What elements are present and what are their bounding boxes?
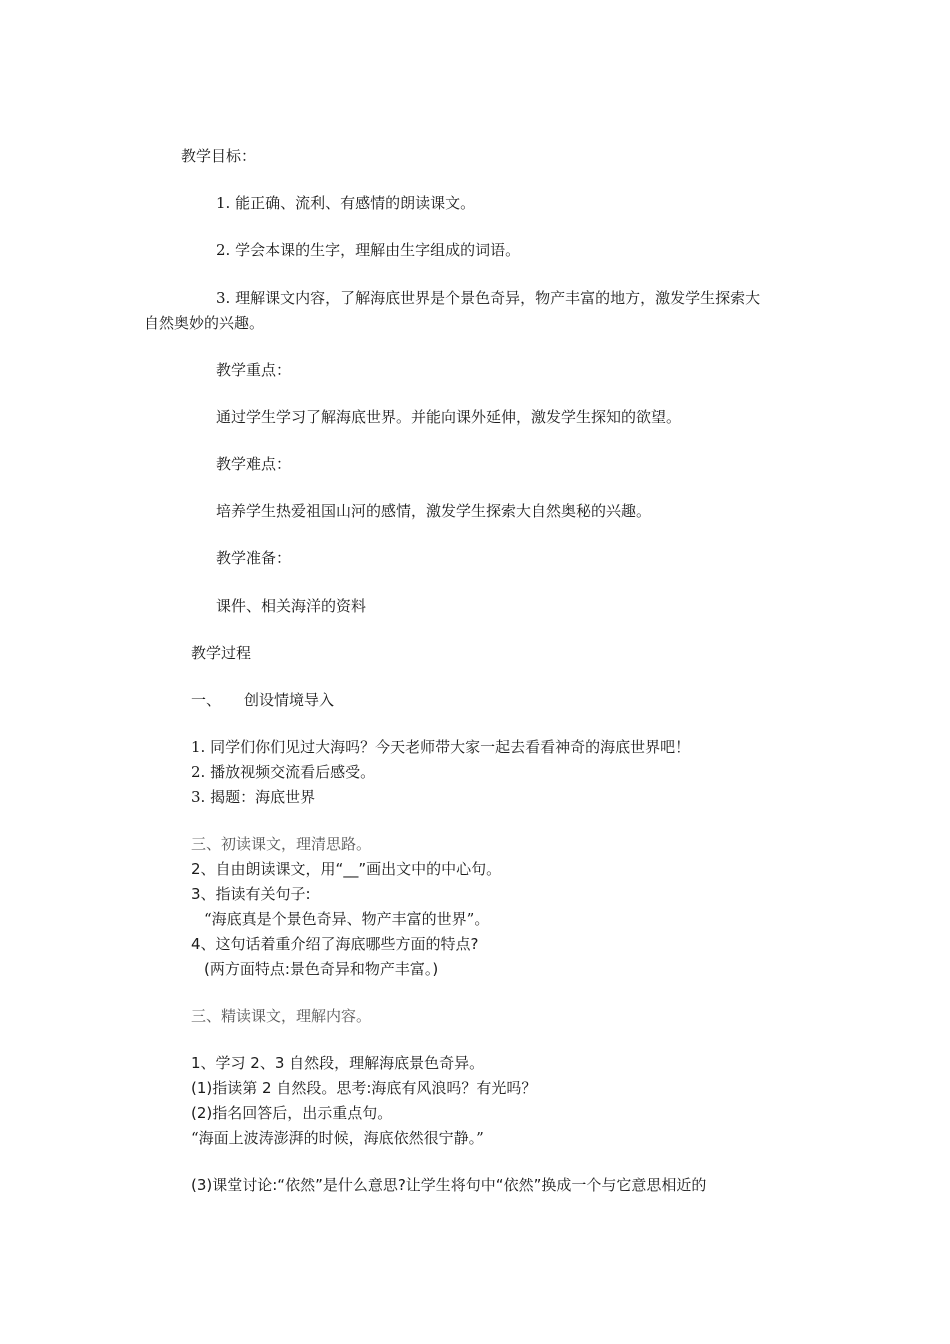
process-heading: 教学过程 [191,644,252,662]
section2-quote: “海底真是个景色奇异、物产丰富的世界”。 [204,910,490,928]
preparation-text: 课件、相关海洋的资料 [216,597,367,615]
section3-line-3: (2)指名回答后，出示重点句。 [191,1104,393,1122]
key-points-text: 通过学生学习了解海底世界。并能向课外延伸，激发学生探知的欲望。 [216,408,682,426]
section3-line-1: 1、学习 2、3 自然段，理解海底景色奇异。 [191,1054,485,1072]
section1-item-1: 1. 同学们你们见过大海吗？今天老师带大家一起去看看神奇的海底世界吧！ [191,738,691,756]
section2-answer: (两方面特点:景色奇异和物产丰富。) [204,960,439,978]
section3-title: 三、精读课文，理解内容。 [191,1007,372,1025]
section2-line-4: 4、这句话着重介绍了海底哪些方面的特点? [191,935,479,953]
goal-item-1: 1. 能正确、流利、有感情的朗读课文。 [216,194,476,212]
section2-title: 三、初读课文，理清思路。 [191,835,372,853]
section1-title: 创设情境导入 [244,691,335,709]
section2-line-1: 2、自由朗读课文，用“__”画出文中的中心句。 [191,860,502,878]
difficult-points-heading: 教学难点： [216,455,292,473]
section2-line-2: 3、指读有关句子: [191,885,311,903]
goals-heading: 教学目标： [181,147,257,165]
difficult-points-text: 培养学生热爱祖国山河的感情，激发学生探索大自然奥秘的兴趣。 [216,502,652,520]
section1-item-2: 2. 播放视频交流看后感受。 [191,763,376,781]
section3-line-2: (1)指读第 2 自然段。思考:海底有风浪吗？有光吗？ [191,1079,537,1097]
section1-number: 一、 [191,691,222,709]
section3-quote: “海面上波涛澎湃的时候，海底依然很宁静。” [191,1129,484,1147]
goal-item-3-continuation: 自然奥妙的兴趣。 [144,314,265,332]
section3-discussion: (3)课堂讨论:“依然”是什么意思?让学生将句中“依然”换成一个与它意思相近的 [191,1176,707,1194]
section1-item-3: 3. 揭题：海底世界 [191,788,316,806]
goal-item-3: 3. 理解课文内容，了解海底世界是个景色奇异，物产丰富的地方，激发学生探索大 [216,289,761,307]
key-points-heading: 教学重点： [216,361,292,379]
goal-item-2: 2. 学会本课的生字，理解由生字组成的词语。 [216,241,521,259]
preparation-heading: 教学准备： [216,549,292,567]
